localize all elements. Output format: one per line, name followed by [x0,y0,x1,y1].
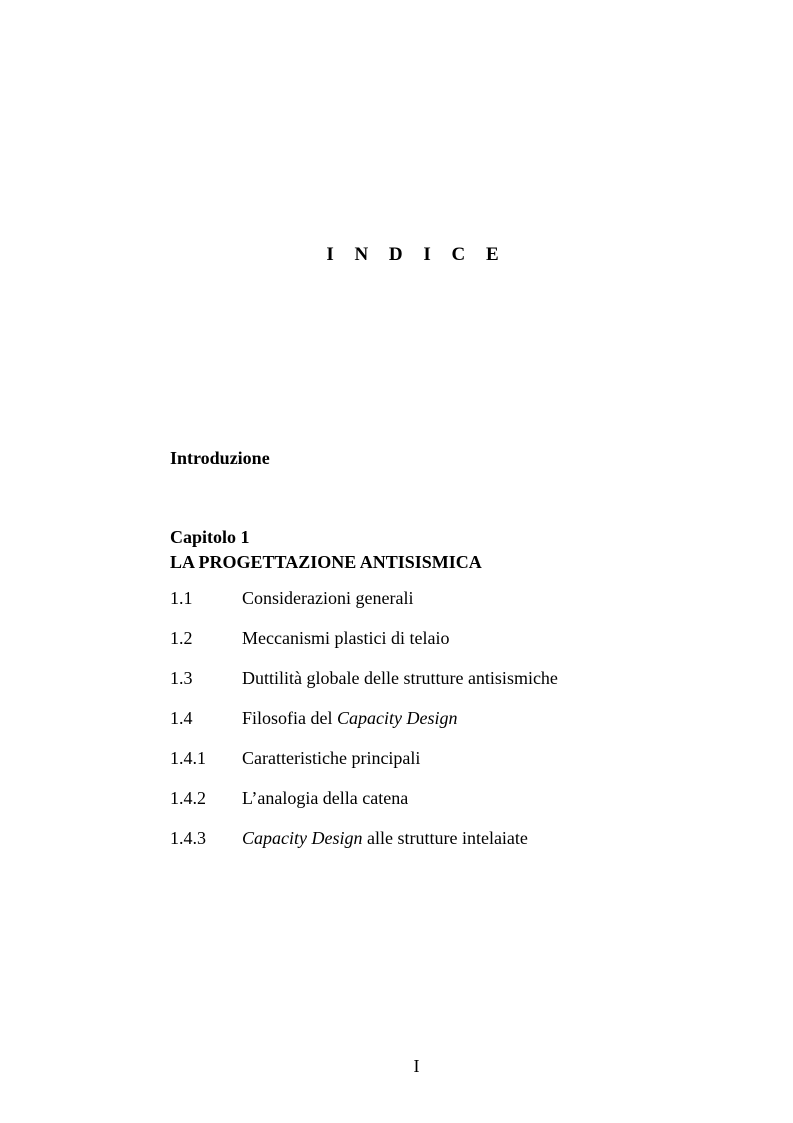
toc-section-1-2[interactable] [170,628,558,668]
section-number: 1.4.1 [170,748,206,768]
section-title: Duttilità globale delle strutture antisismiche [242,668,558,688]
index-title: I N D I C E [326,244,507,265]
section-number: 1.4 [170,708,193,728]
toc-section-1-4-3[interactable] [170,828,558,868]
section-number: 1.4.3 [170,828,206,848]
page-number: I [413,1056,420,1076]
toc-introduction[interactable]: Introduzione [170,448,270,468]
section-number: 1.2 [170,628,193,648]
section-number: 1.1 [170,588,193,608]
section-title: Caratteristiche principali [242,748,421,768]
toc-section-1-4-1[interactable] [170,748,558,788]
section-title-plain: Filosofia del [242,708,337,728]
toc-section-1-4-2[interactable] [170,788,558,828]
chapter-title[interactable]: LA PROGETTAZIONE ANTISISMICA [170,552,482,572]
section-number: 1.4.2 [170,788,206,808]
toc-section-1-1[interactable] [170,588,558,628]
section-number: 1.3 [170,668,193,688]
section-title [242,708,457,729]
section-title: L’analogia della catena [242,788,409,808]
toc-section-list [170,588,558,868]
section-title: Considerazioni generali [242,588,414,608]
chapter-label[interactable]: Capitolo 1 [170,527,250,547]
toc-section-1-4[interactable] [170,708,558,748]
section-title: Meccanismi plastici di telaio [242,628,450,648]
section-title [242,828,528,849]
section-title-italic: Capacity Design [337,708,458,728]
toc-section-1-3[interactable] [170,668,558,708]
section-title-plain: alle strutture intelaiate [362,828,528,848]
section-title-italic: Capacity Design [242,828,363,848]
